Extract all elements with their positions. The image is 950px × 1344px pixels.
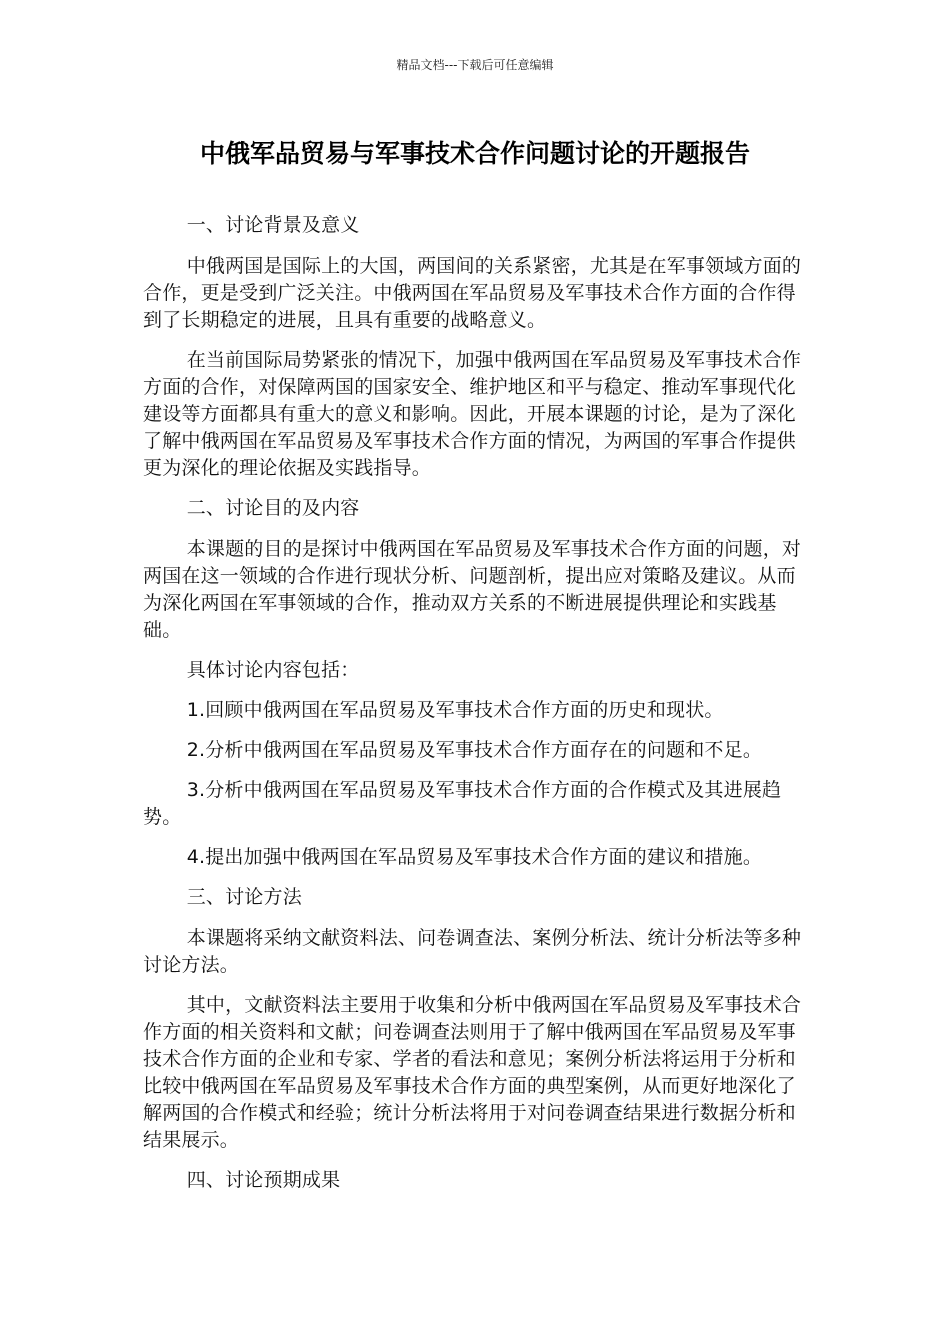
paragraph: 其中，文献资料法主要用于收集和分析中俄两国在军品贸易及军事技术合作方面的相关资料和文献；问卷调查法则用于了解中俄两国在军品贸易及军事技术合作方面的企业和专家、学者的看法和意见；案例分析法将运用于分析和比较中俄两国在军品贸易及军事技术合作方面的典型案例，从而更好地深化了解两国的合作模式和经验；统计分析法将用于对问卷调查结果进行数据分析和结果展示。 (143, 994, 802, 1151)
document-body (143, 212, 807, 1208)
list-item: 1.回顾中俄两国在军品贸易及军事技术合作方面的历史和现状。 (186, 699, 724, 721)
paragraph: 中俄两国是国际上的大国，两国间的关系紧密，尤其是在军事领域方面的合作，更是受到广泛关注。中俄两国在军品贸易及军事技术合作方面的合作得到了长期稳定的进展，且具有重要的战略意义。 (143, 255, 802, 331)
section-heading-outcomes: 四、讨论预期成果 (186, 1169, 341, 1191)
document-title: 中俄军品贸易与军事技术合作问题讨论的开题报告 (199, 139, 750, 168)
section-heading-background: 一、讨论背景及意义 (186, 214, 360, 236)
paragraph: 在当前国际局势紧张的情况下，加强中俄两国在军品贸易及军事技术合作方面的合作，对保障两国的国家安全、维护地区和平与稳定、推动军事现代化建设等方面都具有重大的意义和影响。因此，开展本课题的讨论，是为了深化了解中俄两国在军品贸易及军事技术合作方面的情况，为两国的军事合作提供更为深化的理论依据及实践指导。 (143, 349, 802, 479)
list-item: 3.分析中俄两国在军品贸易及军事技术合作方面的合作模式及其进展趋势。 (143, 779, 782, 828)
paragraph: 本课题的目的是探讨中俄两国在军品贸易及军事技术合作方面的问题，对两国在这一领域的合作进行现状分析、问题剖析，提出应对策略及建议。从而为深化两国在军事领域的合作，推动双方关系的不断进展提供理论和实践基础。 (143, 538, 802, 641)
list-item: 4.提出加强中俄两国在军品贸易及军事技术合作方面的建议和措施。 (186, 846, 763, 868)
section-heading-methods: 三、讨论方法 (186, 886, 302, 908)
header-note: 精品文档---下载后可任意编辑 (396, 58, 554, 72)
section-heading-purpose: 二、讨论目的及内容 (186, 497, 360, 519)
paragraph: 具体讨论内容包括： (186, 659, 360, 681)
paragraph: 本课题将采纳文献资料法、问卷调查法、案例分析法、统计分析法等多种讨论方法。 (143, 927, 802, 976)
list-item: 2.分析中俄两国在军品贸易及军事技术合作方面存在的问题和不足。 (186, 739, 763, 761)
